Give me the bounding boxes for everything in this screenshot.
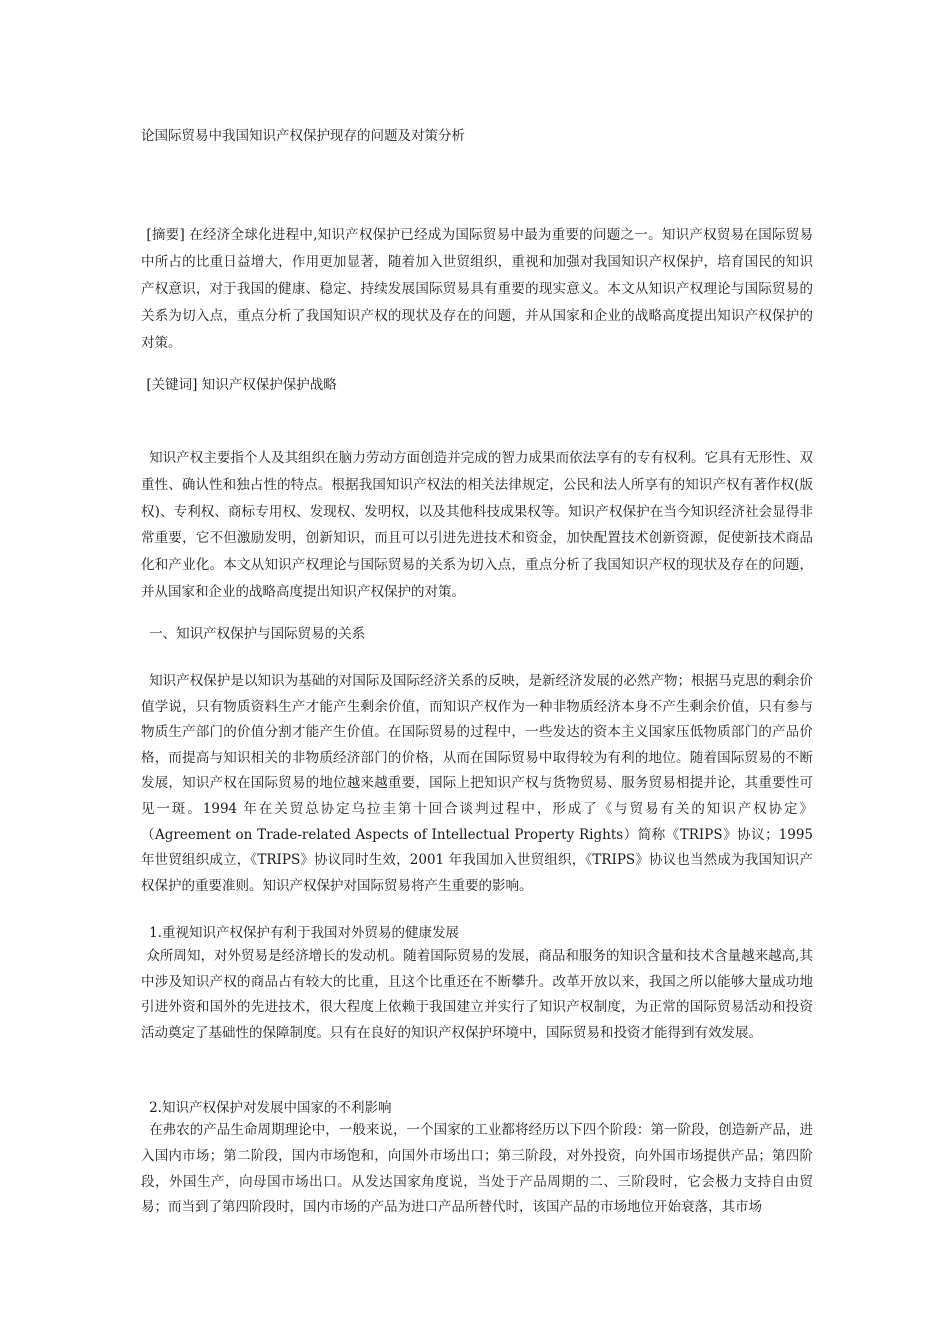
keywords-line: [关键词] 知识产权保护保护战略 bbox=[146, 377, 337, 393]
subsection-1-paragraph: 众所周知，对外贸易是经济增长的发动机。随着国际贸易的发展，商品和服务的知识含量和技术含量越来越高,其中涉及知识产权的商品占有较大的比重，且这个比重还在不断攀升。改革开放以来，我国之所以能够大量成功地引进外资和国外的先进技术，很大程度上依赖于我国建立并实行了知识产权制度，为正常的国际贸易活动和投资活动奠定了基础性的保障制度。只有在良好的知识产权保护环境中，国际贸易和投资才能得到有效发展。 bbox=[141, 948, 813, 1041]
subsection-2-heading: 2.知识产权保护对发展中国家的不利影响 bbox=[149, 1100, 392, 1116]
intro-paragraph: 知识产权主要指个人及其组织在脑力劳动方面创造并完成的智力成果而依法享有的专有权利。它具有无形性、双重性、确认性和独占性的特点。根据我国知识产权法的相关法律规定，公民和法人所享有的知识产权有著作权(版权)、专利权、商标专用权、发现权、发明权，以及其他科技成果权等。知识产权保护在当今知识经济社会显得非常重要，它不但激励发明，创新知识，而且可以引进先进技术和资金，加快配置技术创新资源，促使新技术商品化和产业化。本文从知识产权理论与国际贸易的关系为切入点，重点分析了我国知识产权的现状及存在的问题，并从国家和企业的战略高度提出知识产权保护的对策。 bbox=[141, 450, 813, 600]
subsection-1-heading: 1.重视知识产权保护有利于我国对外贸易的健康发展 bbox=[149, 925, 459, 941]
document-title: 论国际贸易中我国知识产权保护现存的问题及对策分析 bbox=[141, 128, 465, 144]
subsection-2-paragraph: 在弗农的产品生命周期理论中，一般来说，一个国家的工业都将经历以下四个阶段：第一阶段，创造新产品，进入国内市场；第二阶段，国内市场饱和，向国外市场出口；第三阶段，对外投资，向外国市场提供产品；第四阶段，外国生产，向母国市场出口。从发达国家角度说，当处于产品周期的二、三阶段时，它会极力支持自由贸易；而当到了第四阶段时，国内市场的产品为进口产品所替代时，该国产品的市场地位开始衰落，其市场 bbox=[141, 1122, 813, 1216]
section-1-paragraph: 知识产权保护是以知识为基础的对国际及国际经济关系的反映，是新经济发展的必然产物；根据马克思的剩余价值学说，只有物质资料生产才能产生剩余价值，而知识产权作为一种非物质经济本身不产生剩余价值，只有参与物质生产部门的价值分割才能产生价值。在国际贸易的过程中，一些发达的资本主义国家压低物质部门的产品价格，而提高与知识相关的非物质经济部门的价格，从而在国际贸易中取得较为有利的地位。随着国际贸易的不断发展，知识产权在国际贸易的地位越来越重要，国际上把知识产权与货物贸易、服务贸易相提并论，其重要性可见一斑。1994 年在关贸总协定乌拉圭第十回合谈判过程中，形成了《与贸易有关的知识产权协定》（Agreement on Trade-related Aspects of Intellectual Property Rights）简称《TRIPS》协议；1995 年世贸组织成立，《TRIPS》协议同时生效，2001 年我国加入世贸组织，《TRIPS》协议也当然成为我国知识产权保护的重要准则。知识产权保护对国际贸易将产生重要的影响。 bbox=[141, 673, 813, 894]
section-1-heading: 一、知识产权保护与国际贸易的关系 bbox=[149, 626, 366, 642]
abstract-paragraph: [摘要] 在经济全球化进程中,知识产权保护已经成为国际贸易中最为重要的问题之一。知识产权贸易在国际贸易中所占的比重日益增大，作用更加显著，随着加入世贸组织，重视和加强对我国知识产权保护，培育国民的知识产权意识，对于我国的健康、稳定、持续发展国际贸易具有重要的现实意义。本文从知识产权理论与国际贸易的关系为切入点，重点分析了我国知识产权的现状及存在的问题，并从国家和企业的战略高度提出知识产权保护的对策。 bbox=[141, 227, 813, 351]
